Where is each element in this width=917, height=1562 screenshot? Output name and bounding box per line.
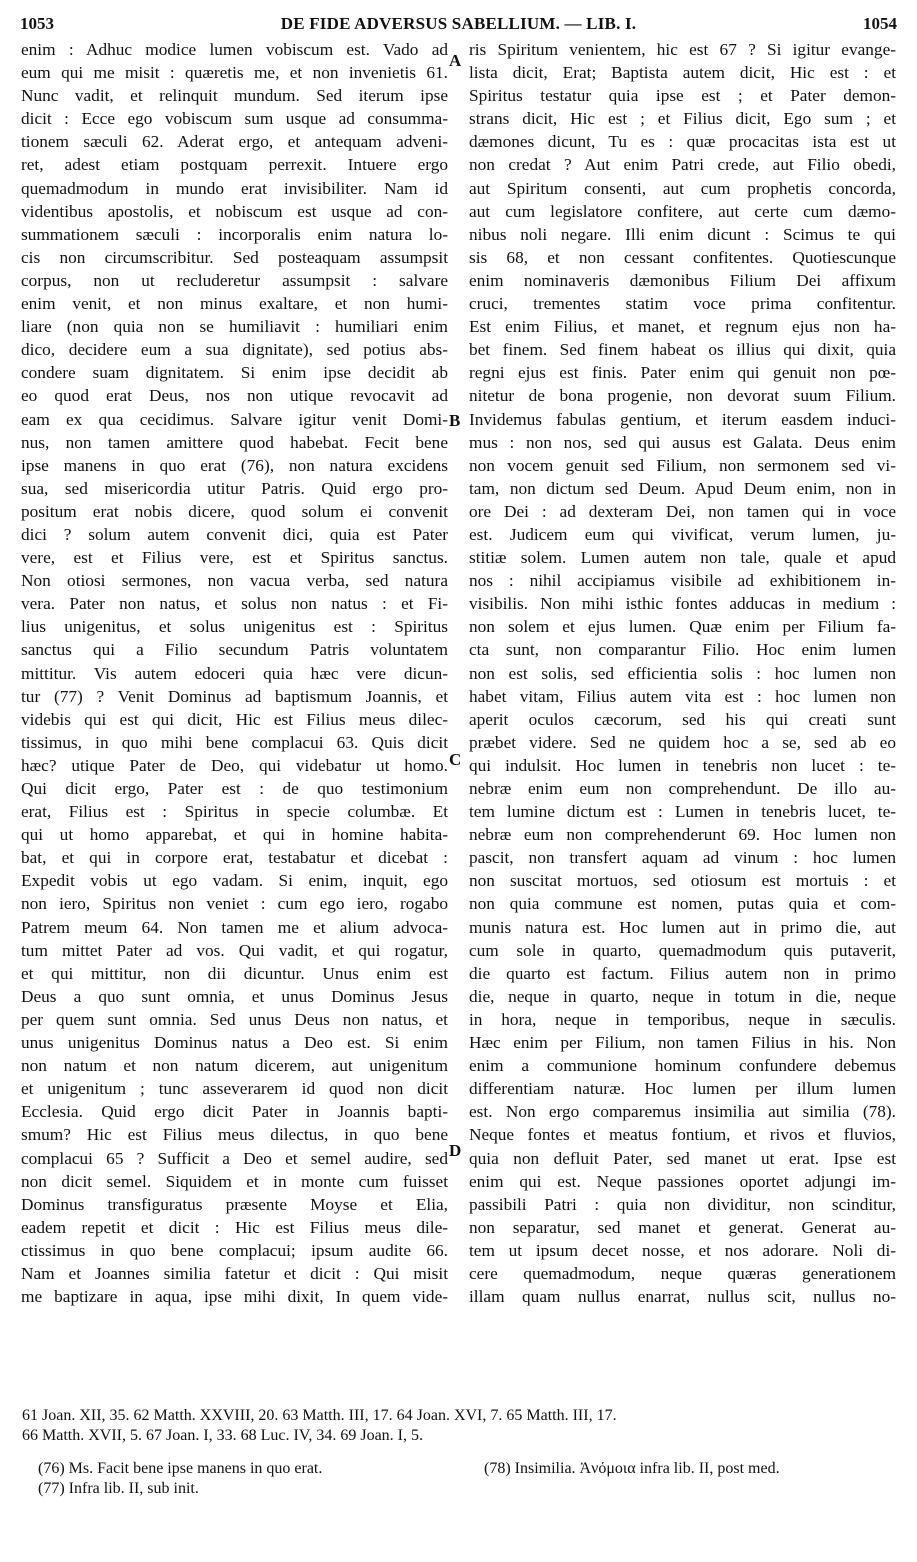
text-line: differentiam naturæ. Hoc lumen per illum lumen [469,1079,896,1099]
text-line: vere, est et Filius vere, est et Spiritus sanctus. [21,548,448,568]
text-line: est. Non ergo comparemus insimilia aut similia (78). [469,1102,896,1122]
text-line: est. Judicem eum qui vivificat, verum lumen, ju- [469,524,896,544]
text-line: tionem sæculi 62. Aderat ergo, et antequam adveni- [21,132,448,152]
text-line: lius unigenitus, et solus unigenitus est : Spiritus [21,617,448,637]
editorial-note: (77) Infra lib. II, sub init. [38,1480,199,1497]
text-line: Dominus transfiguratus præsente Moyse et Elia, [21,1194,448,1214]
scripture-references [22,1406,897,1446]
text-line: Non otiosi sermones, non vacua verba, sed natura [21,571,448,591]
text-line: munis natura est. Hoc lumen aut in primo die, aut [469,917,896,937]
text-line: tissimus, in quo mihi bene complacui 63. Quis dicit [21,732,448,752]
text-line: aut cum legislatore confitere, aut certe cum dæmo- [469,201,896,221]
text-line: pascit, non transfert aquam ad vinum : hoc lumen [469,848,896,868]
text-line: eam ex qua cecidimus. Salvare igitur venit Domi- [21,409,448,429]
text-line: non dicit semel. Siquidem et in monte cum fuisset [21,1171,448,1191]
section-marker-b: B [449,411,461,430]
text-line: non natum et non natum dicerem, aut unigenitum [21,1056,448,1076]
editorial-note: (78) Insimilia. Ἀνόμοια infra lib. II, post med. [484,1460,780,1477]
text-line: bet finem. Sed finem habeat os illius qui dixit, quia [469,340,896,360]
text-line: Ecclesia. Quid ergo dicit Pater in Joannis bapti- [21,1102,448,1122]
text-line: tum mittet Pater ad vos. Qui vadit, et qui rogatur, [21,940,448,960]
text-line: ipse manens in quo erat (76), non natura excidens [21,455,448,475]
text-line: aperit oculos cæcorum, sed his qui creati sunt [469,709,896,729]
scripture-ref-line: 61 Joan. XII, 35. 62 Matth. XXVIII, 20. 63 Matth. III, 17. 64 Joan. XVI, 7. 65 Matth. III, 17. [22,1407,617,1424]
editorial-note: (76) Ms. Facit bene ipse manens in quo erat. [38,1460,323,1477]
text-line: bat, et qui in corpore erat, testabatur et dicebat : [21,848,448,868]
text-line: enim a communione hominum confundere debemus [469,1056,896,1076]
text-line: videbis qui est qui dicit, Hic est Filius meus dilec- [21,709,448,729]
text-line: tur (77) ? Venit Dominus ad baptismum Joannis, et [21,686,448,706]
text-line: passibili Patri : quia non dividitur, non scinditur, [469,1194,896,1214]
text-line: unus unigenitus Dominus natus a Deo est. Si enim [21,1033,448,1053]
text-line: Invidemus fabulas gentium, et iterum easdem induci- [469,409,896,429]
text-line: nebræ enim eum non comprehendunt. De illo au- [469,779,896,798]
text-line: Nunc vadit, et relinquit mundum. Sed iterum ipse [21,86,448,106]
text-line: tem ut ipsum decet nosse, et nos adorare. Noli di- [469,1240,896,1260]
text-line: liare (non quia non se humiliavit : humiliari enim [21,317,448,337]
text-line: erat, Filius est : Spiritus in specie columbæ. Et [21,802,448,822]
text-line: die, neque in quarto, neque in totum in die, neque [469,986,896,1006]
text-line: vera. Pater non natus, et solus non natus : et Fi- [21,594,448,614]
page-number-right: 1054 [863,14,897,33]
text-line: qui ut homo apparebat, et qui in homine habita- [21,825,448,845]
text-line: dicit : Ecce ego vobiscum sum usque ad consumma- [21,109,448,129]
text-line: summationem sæculi : incorporalis enim natura lo- [21,224,448,244]
text-line: præbet videre. Sed ne quidem hoc a se, sed ab eo [469,732,896,752]
text-line: Neque fontes et meatus fontium, et rivos et fluvios, [469,1125,896,1145]
text-line: positum erat nobis dicere, quod solum ei convenit [21,501,448,521]
text-line: Hæc enim per Filium, non tamen Filius in his. Non [469,1033,896,1053]
editorial-notes-right [484,1459,780,1479]
scripture-ref-line: 66 Matth. XVII, 5. 67 Joan. I, 33. 68 Luc. IV, 34. 69 Joan. I, 5. [22,1427,423,1444]
text-line: ris Spiritum venientem, hic est 67 ? Si igitur evange- [469,40,896,59]
text-line: illam quam nullus enarrat, nullus scit, nullus no- [469,1287,896,1307]
text-line: ctissimus in quo bene complacui; ipsum audite 66. [21,1240,448,1260]
text-line: enim : Adhuc modice lumen vobiscum est. Vado ad [21,40,448,59]
text-line: nos : nihil accipiamus visibile ad exhibitionem in- [469,571,896,591]
text-line: visibilis. Non mihi isthic fontes adducas in medium : [469,594,896,614]
text-line: Nam et Joannes similia fatetur et dicit : Qui misit [21,1263,448,1283]
text-line: non est solis, sed efficientia solis : hoc lumen non [469,663,896,683]
text-line: cta sunt, non comparantur Filio. Hoc enim lumen [469,640,896,660]
text-line: nitetur de bona progenie, non devorat suum Filium. [469,386,896,406]
text-line: non iero, Spiritus non veniet : cum ego iero, rogabo [21,894,448,914]
text-line: non suscitat mortuos, sed otiosum est mortuis : et [469,871,896,891]
text-line: enim nominaveris dæmonibus Filium Dei affixum [469,270,896,290]
section-marker-c: C [449,750,462,769]
text-line: aut Spiritum consenti, aut cum prophetis concorda, [469,178,896,198]
text-line: condere suam dignitatem. Si enim ipse decidit ab [21,363,448,383]
text-line: regni ejus est finis. Pater enim qui genuit non pœ- [469,363,896,383]
text-line: cum sole in quarto, quemadmodum quis putaverit, [469,940,896,960]
text-line: strans dicit, Hic est ; et Filius dicit, Ego sum ; et [469,109,896,129]
text-line: eo quod erat Deus, nos non utique revocavit ad [21,386,448,406]
text-line: non separatur, sed manet et generat. Generat au- [469,1217,896,1237]
text-line: videntibus apostolis, et nobiscum est usque ad con- [21,201,448,221]
text-line: dici ? solum autem convenit dici, quia est Pater [21,524,448,544]
text-line: habet vitam, Filius autem vita est : hoc lumen non [469,686,896,706]
text-line: sua, sed misericordia utitur Patris. Quid ergo pro- [21,478,448,498]
text-line: dico, decidere eum a sua dignitate), sed potius abs- [21,340,448,360]
text-line: quemadmodum in mundo erat invisibiliter. Nam id [21,178,448,198]
text-line: eadem repetit et dicit : Hic est Filius meus dile- [21,1217,448,1237]
text-line: smum? Hic est Filius meus dilectus, in quo bene [21,1125,448,1145]
text-line: Patrem meum 64. Non tamen me et alium advoca- [21,917,448,937]
text-line: mus : non nos, sed qui ausus est Galata. Deus enim [469,432,896,452]
text-line: per quem sunt omnia. Sed unus Deus non natus, et [21,1009,448,1029]
text-line: Est enim Filius, et manet, et regnum ejus non ha- [469,317,896,337]
page-number-left: 1053 [20,14,54,33]
text-line: stitiæ solem. Lumen autem non tale, quale et apud [469,548,896,568]
text-line: nus, non tamen amittere quod habebat. Fecit bene [21,432,448,452]
text-line: dæmones dicunt, Tu es : quæ procacitas ista est ut [469,132,896,152]
text-line: Spiritus testatur quia ipse est ; et Pater demon- [469,86,896,106]
text-line: qui indulsit. Hoc lumen in tenebris non lucet : te- [469,755,896,775]
text-line: cis non circumscribitur. Sed posteaquam assumpsit [21,247,448,267]
text-line: Expedit vobis ut ego vadam. Si enim, inquit, ego [21,871,448,891]
text-line: tam, non dictum sed Deum. Apud Deum enim, non in [469,478,896,498]
text-line: me baptizare in aqua, ipse mihi dixit, In quem vide- [21,1287,448,1307]
text-line: hæc? utique Pater de Deo, qui videbatur ut homo. [21,755,448,775]
left-column [21,38,448,1308]
text-line: Qui dicit ergo, Pater est : de quo testimonium [21,779,448,798]
running-header [20,14,897,36]
text-line: die quarto est factum. Filius autem non in primo [469,963,896,983]
text-line: sanctus qui a Filio secundum Patris voluntatem [21,640,448,660]
text-line: sis 68, et non cessant confitentes. Quotiescunque [469,247,896,267]
editorial-notes-left [38,1459,322,1499]
text-line: complacui 65 ? Sufficit a Deo et semel audire, sed [21,1148,448,1168]
text-line: tem lumine dictum est : Lumen in tenebris lucet, te- [469,802,896,822]
text-line: lista dicit, Erat; Baptista autem dicit, Hic est : et [469,63,896,83]
text-line: mittitur. Vis autem edoceri quia hæc vere dicun- [21,663,448,683]
text-line: et qui mittitur, non dii dicuntur. Unus enim est [21,963,448,983]
text-line: non credat ? Aut enim Patri crede, aut Filio obedi, [469,155,896,175]
text-line: eum qui me misit : quæretis me, et non invenietis 61. [21,63,448,83]
right-column [469,38,896,1308]
text-line: ore Dei : ad dexteram Dei, non tamen qui in voce [469,501,896,521]
running-title: DE FIDE ADVERSUS SABELLIUM. — LIB. I. [280,14,637,33]
text-line: enim venit, et non minus exaltare, et non humi- [21,294,448,314]
text-line: in hora, neque in temporibus, neque in sæculis. [469,1009,896,1029]
text-line: non solem et ejus lumen. Quæ enim per Filium fa- [469,617,896,637]
text-line: cere quemadmodum, neque quæras generationem [469,1263,896,1283]
text-line: nebræ eum non comprehenderunt 69. Hoc lumen non [469,825,896,845]
text-line: non vocem genuit sed Filium, non sermonem sed vi- [469,455,896,475]
section-marker-a: A [449,51,462,70]
text-line: quia non defluit Pater, sed manet ut erat. Ipse est [469,1148,896,1168]
text-line: Deus a quo sunt omnia, et unus Dominus Jesus [21,986,448,1006]
text-line: nibus noli negare. Illi enim dicunt : Scimus te qui [469,224,896,244]
text-line: ret, adest etiam postquam perrexit. Intuere ergo [21,155,448,175]
text-line: et unigenitum ; tunc asseverarem id quod non dicit [21,1079,448,1099]
section-marker-d: D [449,1141,462,1160]
text-line: corpus, non ut recluderetur assumpsit : salvare [21,270,448,290]
text-line: non quia commune est nomen, putas quia et com- [469,894,896,914]
text-line: cruci, trementes statim voce prima confitentur. [469,294,896,314]
text-line: enim qui est. Neque passiones oportet adjungi im- [469,1171,896,1191]
